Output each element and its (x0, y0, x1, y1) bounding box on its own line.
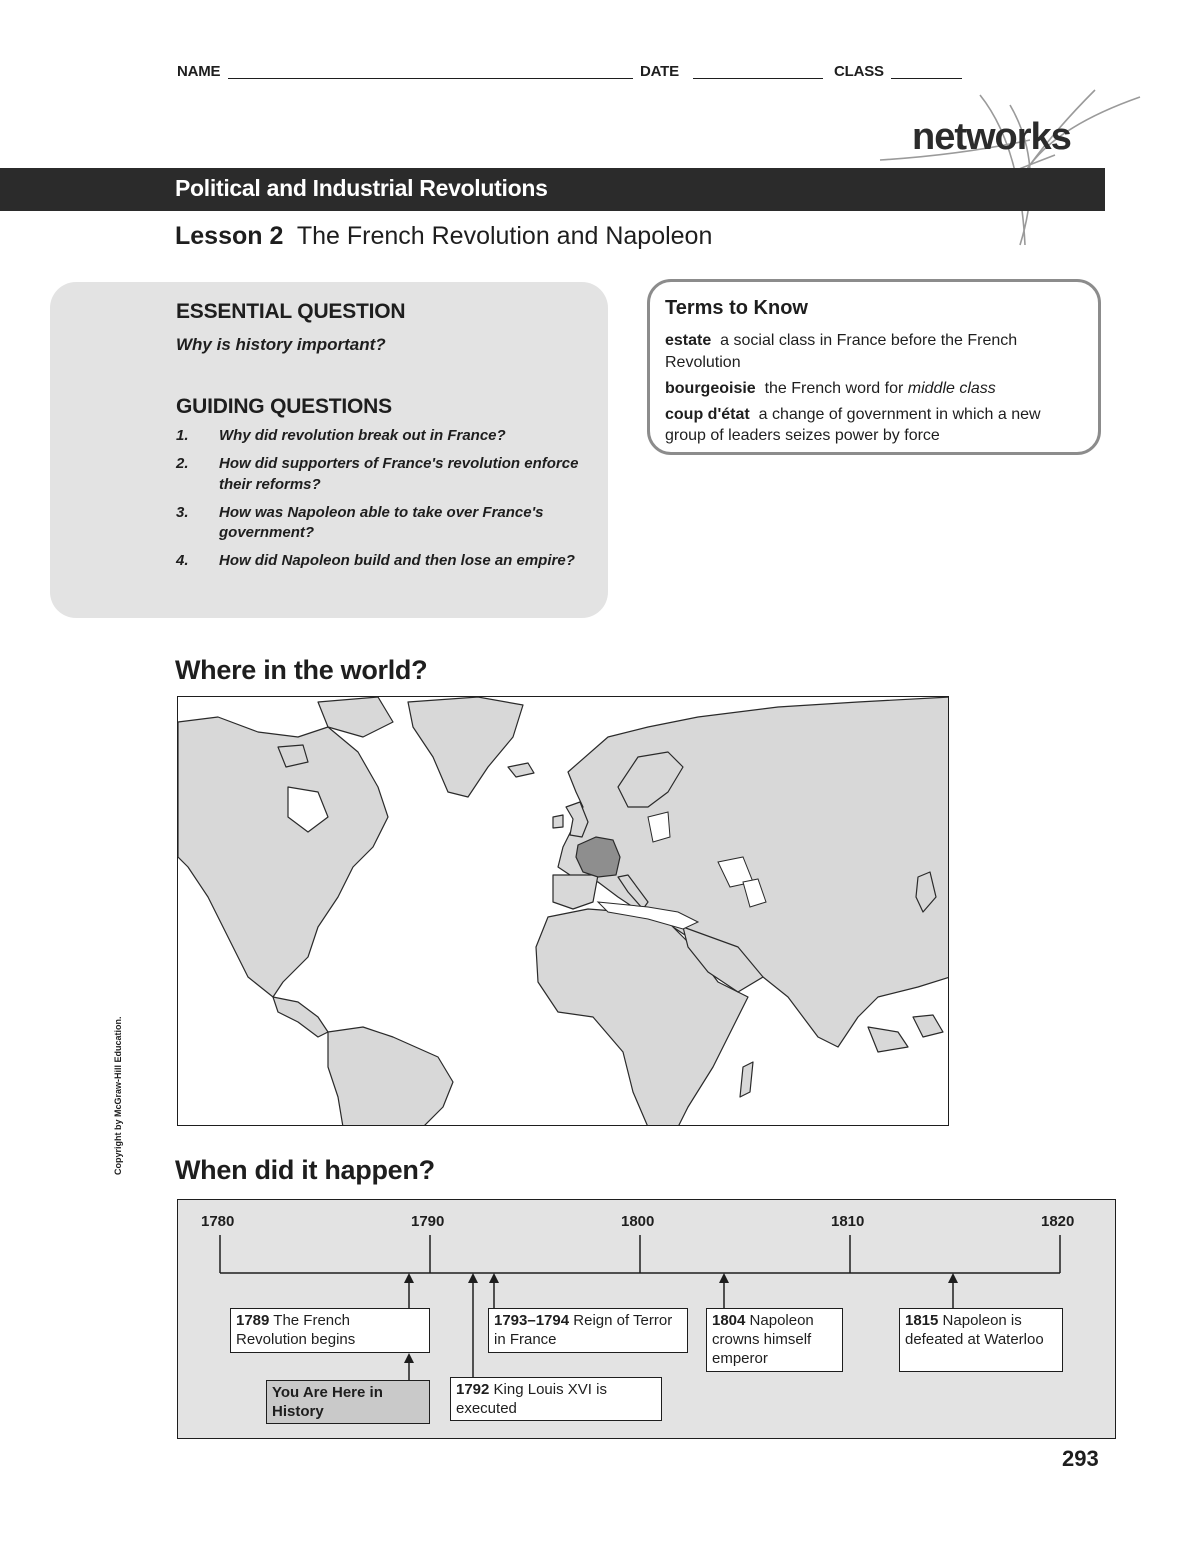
when-heading: When did it happen? (175, 1155, 435, 1185)
terms-heading: Terms to Know (665, 297, 808, 319)
event-year: 1793–1794 (494, 1312, 570, 1329)
lesson-name: The French Revolution and Napoleon (296, 222, 713, 250)
term-definition: a social class in France before the French Revolution (665, 332, 1018, 371)
timeline-event-1793 (488, 1308, 688, 1353)
you-are-here-badge: You Are Here in History (266, 1380, 430, 1424)
guiding-question-text: How did Napoleon build and then lose an empire? (219, 552, 575, 570)
timeline-year: 1810 (831, 1213, 865, 1230)
term-definition: a change of government in which a new group of leaders seizes power by force (665, 405, 1041, 445)
guiding-question-number: 1. (176, 427, 189, 444)
guiding-question-text: How was Napoleon able to take over France's government? (219, 503, 544, 541)
name-label: NAME (177, 63, 221, 80)
event-text: King Louis XVI is executed (456, 1381, 607, 1417)
date-label: DATE (640, 63, 679, 80)
event-text: Reign of Terror in France (494, 1312, 673, 1348)
guiding-question-text: Why did revolution break out in France? (219, 427, 506, 444)
guiding-question-text: How did supporters of France's revolution enforce their reforms? (219, 455, 579, 493)
guiding-question-number: 4. (176, 552, 189, 570)
guiding-questions-heading: GUIDING QUESTIONS (176, 395, 392, 418)
essential-question-heading: ESSENTIAL QUESTION (176, 300, 406, 323)
event-text: Napoleon is defeated at Waterloo (905, 1312, 1044, 1348)
event-text: The French Revolution begins (236, 1312, 356, 1348)
timeline-event-1804 (706, 1308, 843, 1372)
guiding-question-number: 2. (176, 455, 189, 473)
term-word: coup d'état (665, 405, 750, 423)
event-text: Napoleon crowns himself emperor (712, 1312, 814, 1367)
guiding-question-number: 3. (176, 503, 189, 521)
event-year: 1815 (905, 1312, 939, 1329)
timeline-year: 1780 (201, 1213, 235, 1230)
timeline-event-1789 (230, 1308, 430, 1353)
lesson-number: Lesson 2 (175, 222, 284, 250)
term-word: bourgeoisie (665, 380, 756, 398)
timeline-year: 1790 (411, 1213, 445, 1230)
essential-question-text: Why is history important? (176, 335, 386, 354)
timeline-year: 1820 (1041, 1213, 1075, 1230)
term-definition-emphasis: middle class (907, 380, 996, 398)
where-heading: Where in the world? (175, 655, 428, 685)
term-definition: the French word for (764, 380, 904, 398)
timeline-event-1815 (899, 1308, 1063, 1372)
event-year: 1792 (456, 1381, 490, 1398)
event-year: 1804 (712, 1312, 746, 1329)
term-word: estate (665, 332, 712, 349)
timeline-event-1792 (450, 1377, 662, 1421)
page-number: 293 (1062, 1446, 1099, 1471)
copyright-notice: Copyright by McGraw-Hill Education. (113, 1016, 123, 1175)
networks-logo: networks (912, 116, 1071, 158)
class-label: CLASS (834, 63, 884, 80)
unit-title: Political and Industrial Revolutions (175, 175, 548, 201)
timeline-year: 1800 (621, 1213, 655, 1230)
event-year: 1789 (236, 1312, 270, 1329)
